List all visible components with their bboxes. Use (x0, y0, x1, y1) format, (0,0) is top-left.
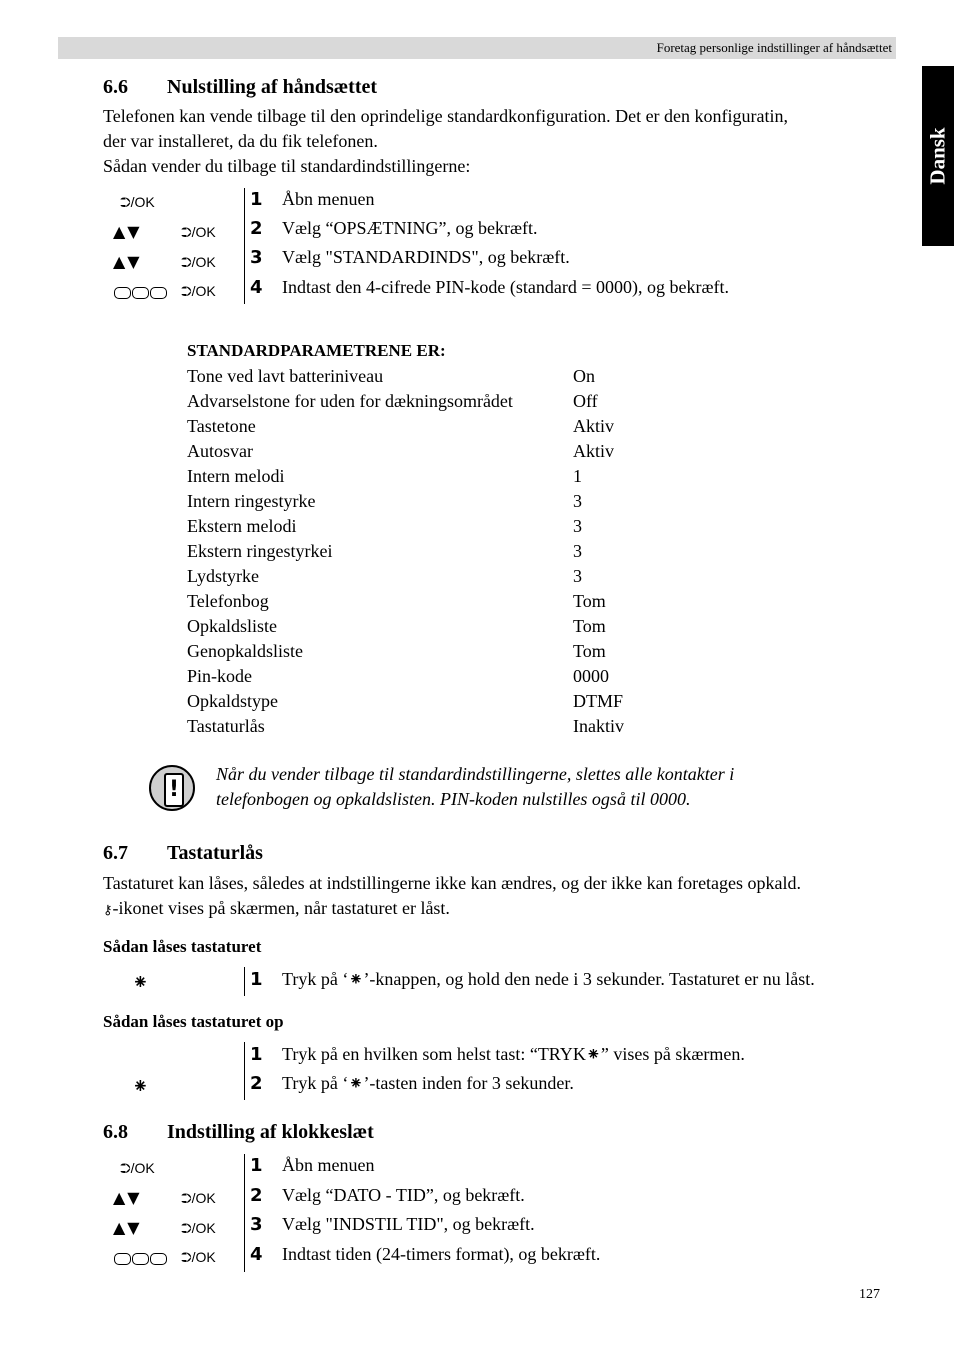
unlock-subheading: Sådan låses tastaturet op (103, 1012, 284, 1031)
up-down-arrows-icon: ▲▼ (113, 1188, 142, 1207)
step-row (250, 967, 815, 992)
param-value: 3 (573, 516, 582, 536)
section-6-6-paragraph: der var installeret, da du fik telefonen. (103, 131, 378, 151)
star-icon: ⁕ (348, 1073, 364, 1094)
param-value: On (573, 366, 595, 386)
note-text: telefonbogen og opkaldslisten. PIN-koden nulstilles også til 0000. (216, 789, 691, 809)
star-key-icon: ⁕ (132, 1074, 149, 1098)
ok-key-icon: ⮊/OK (181, 1249, 216, 1265)
section-number: 6.8 (103, 1121, 128, 1143)
param-row (187, 539, 647, 564)
step-row (250, 1212, 535, 1237)
step-row (250, 216, 538, 241)
section-6-6-paragraph: Sådan vender du tilbage til standardindstillingerne: (103, 156, 471, 176)
param-name: Lydstyrke (187, 566, 259, 586)
step-text: Indtast tiden (24-timers format), og bekræft. (282, 1244, 601, 1264)
param-value: Aktiv (573, 416, 615, 436)
section-6-6-paragraph: Telefonen kan vende tilbage til den oprindelige standardkonfiguration. Det er den konfiguratin, (103, 106, 789, 126)
step-number: 3 (250, 1214, 263, 1235)
param-name: Pin-kode (187, 666, 252, 686)
step-text: Tryk på en hvilken som helst tast: “TRYK⁕” vises på skærmen. (282, 1044, 745, 1065)
step-number: 4 (250, 1244, 263, 1265)
param-value: Tom (573, 641, 606, 661)
key-lock-icon: ⚷ (103, 903, 113, 918)
ok-key-icon: ⮊/OK (181, 283, 216, 299)
language-tab-label: Dansk (925, 127, 950, 185)
section-6-7-heading (103, 841, 263, 865)
step-row (250, 187, 375, 212)
section-title: Nulstilling af håndsættet (167, 76, 378, 98)
param-row (187, 664, 647, 689)
step-row (250, 1183, 525, 1208)
param-row (187, 439, 647, 464)
param-value: Inaktiv (573, 716, 624, 736)
params-title: STANDARDPARAMETRENE ER: (187, 341, 446, 360)
step-row (250, 1153, 375, 1178)
param-row (187, 489, 647, 514)
param-name: Intern melodi (187, 466, 285, 486)
step-row (250, 1242, 601, 1267)
param-name: Advarselstone for uden for dækningsområdet (187, 391, 513, 411)
param-value: 3 (573, 491, 582, 511)
section-6-6-heading (103, 75, 377, 99)
params-table (187, 364, 647, 739)
steps-divider (244, 1154, 245, 1272)
warning-note-icon: ! (149, 765, 195, 811)
step-text: Tryk på ‘⁕’-tasten inden for 3 sekunder. (282, 1073, 574, 1094)
param-name: Tastetone (187, 416, 256, 436)
param-value: Aktiv (573, 441, 615, 461)
star-key-icon: ⁕ (132, 970, 149, 994)
section-title: Indstilling af klokkeslæt (167, 1121, 374, 1143)
up-down-arrows-icon: ▲▼ (113, 252, 142, 271)
param-value: 0000 (573, 666, 609, 686)
star-icon: ⁕ (585, 1044, 601, 1065)
ok-key-icon: ⮊/OK (181, 254, 216, 270)
running-header-title: Foretag personlige indstillinger af håndsættet (656, 40, 892, 55)
param-row (187, 714, 647, 739)
step-text: Tryk på ‘⁕’-knappen, og hold den nede i 3 sekunder. Tastaturet er nu låst. (282, 969, 815, 990)
param-row (187, 389, 647, 414)
param-name: Tone ved lavt batteriniveau (187, 366, 384, 386)
param-row (187, 414, 647, 439)
step-text: Åbn menuen (282, 189, 375, 209)
lock-subheading: Sådan låses tastaturet (103, 937, 262, 956)
section-6-7-paragraph: ⚷-ikonet vises på skærmen, når tastaturet er låst. (103, 898, 450, 918)
step-number: 2 (250, 218, 263, 239)
steps-divider (244, 967, 245, 996)
param-value: DTMF (573, 691, 624, 711)
step-text: Vælg "INDSTIL TID", og bekræft. (282, 1214, 535, 1234)
ok-key-icon: ⮊/OK (120, 1160, 155, 1176)
step-text: Vælg “DATO - TID”, og bekræft. (282, 1185, 525, 1205)
section-number: 6.6 (103, 76, 128, 98)
param-row (187, 614, 647, 639)
step-row (250, 1071, 574, 1096)
ok-key-icon: ⮊/OK (181, 1220, 216, 1236)
param-name: Autosvar (187, 441, 253, 461)
up-down-arrows-icon: ▲▼ (113, 1218, 142, 1237)
param-value: Off (573, 391, 598, 411)
param-value: Tom (573, 616, 606, 636)
param-row (187, 564, 647, 589)
step-number: 2 (250, 1185, 263, 1206)
steps-divider (244, 1042, 245, 1100)
ok-key-icon: ⮊/OK (181, 224, 216, 240)
param-row (187, 689, 647, 714)
param-value: 3 (573, 541, 582, 561)
param-name: Tastaturlås (187, 716, 265, 736)
step-number: 4 (250, 277, 263, 298)
param-name: Genopkaldsliste (187, 641, 303, 661)
param-name: Ekstern melodi (187, 516, 297, 536)
section-number: 6.7 (103, 842, 128, 864)
note-text: Når du vender tilbage til standardindstillingerne, slettes alle kontakter i (216, 764, 735, 784)
section-6-7-paragraph: Tastaturet kan låses, således at indstillingerne ikke kan ændres, og der ikke kan foretages opkald. (103, 873, 802, 893)
param-name: Opkaldsliste (187, 616, 277, 636)
step-row (250, 1042, 745, 1067)
section-title: Tastaturlås (167, 842, 263, 864)
param-value: 1 (573, 466, 582, 486)
step-text: Vælg “OPSÆTNING”, og bekræft. (282, 218, 538, 238)
param-name: Intern ringestyrke (187, 491, 316, 511)
step-row (250, 275, 730, 300)
param-name: Ekstern ringestyrkei (187, 541, 333, 561)
param-value: 3 (573, 566, 582, 586)
up-down-arrows-icon: ▲▼ (113, 222, 142, 241)
param-name: Telefonbog (187, 591, 269, 611)
param-name: Opkaldstype (187, 691, 278, 711)
steps-divider (244, 188, 245, 304)
ok-key-icon: ⮊/OK (120, 194, 155, 210)
numeric-keys-icon (114, 1253, 167, 1265)
step-text: Åbn menuen (282, 1155, 375, 1175)
star-icon: ⁕ (348, 969, 364, 990)
param-row (187, 464, 647, 489)
param-row (187, 589, 647, 614)
section-6-8-heading (103, 1120, 374, 1144)
ok-key-icon: ⮊/OK (181, 1190, 216, 1206)
language-tab (922, 66, 954, 246)
page-number: 127 (859, 1287, 880, 1302)
step-text: Vælg "STANDARDINDS", og bekræft. (282, 247, 570, 267)
param-row (187, 514, 647, 539)
numeric-keys-icon (114, 287, 167, 299)
step-text: Indtast den 4-cifrede PIN-kode (standard = 0000), og bekræft. (282, 277, 730, 297)
step-number: 1 (250, 969, 263, 990)
param-value: Tom (573, 591, 606, 611)
step-number: 1 (250, 189, 263, 210)
step-number: 1 (250, 1155, 263, 1176)
step-row (250, 245, 570, 270)
param-row (187, 364, 647, 389)
step-number: 2 (250, 1073, 263, 1094)
step-number: 3 (250, 247, 263, 268)
param-row (187, 639, 647, 664)
running-header (58, 37, 896, 59)
step-number: 1 (250, 1044, 263, 1065)
